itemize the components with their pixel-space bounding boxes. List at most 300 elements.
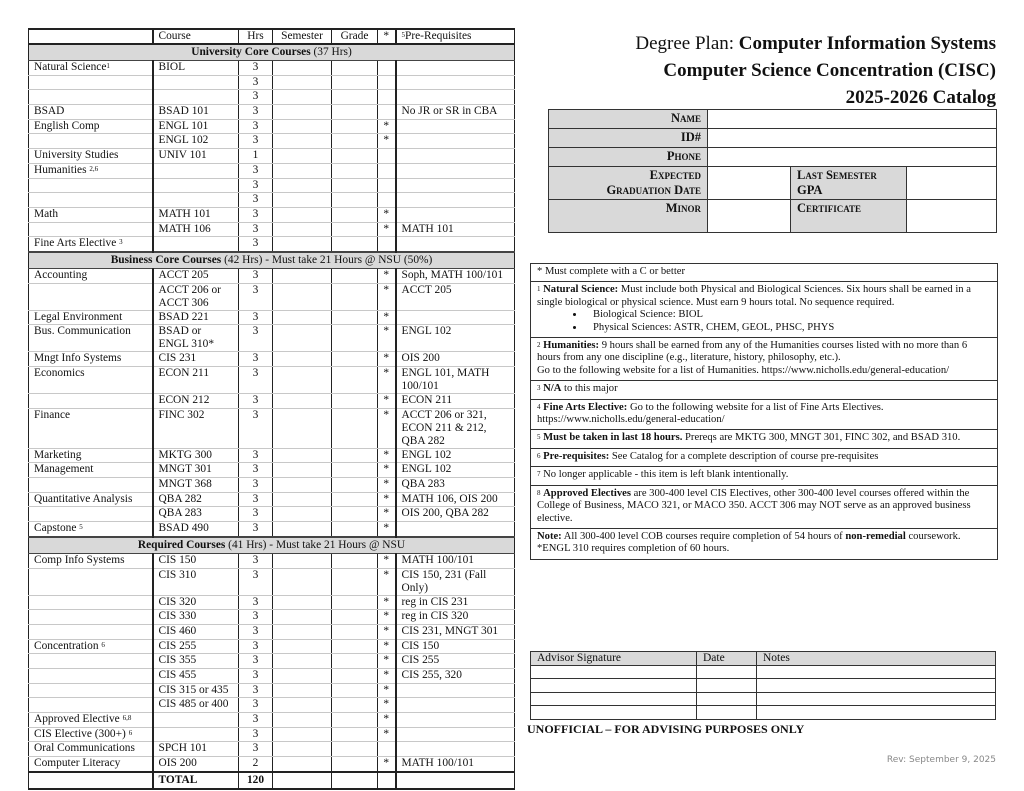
course-code: UNIV 101 (153, 149, 239, 164)
id-field[interactable] (708, 129, 997, 148)
course-row (29, 268, 515, 283)
c-or-better-marker: * (378, 222, 396, 237)
course-code: FINC 302 (153, 408, 239, 448)
credit-hours: 3 (239, 268, 273, 283)
grade-field[interactable] (332, 193, 378, 208)
note-1-natural-science (531, 282, 997, 338)
note-1-ref: 1 (537, 285, 541, 294)
total-label: TOTAL (153, 772, 239, 789)
grade-field[interactable] (332, 698, 378, 713)
grade-field[interactable] (332, 492, 378, 507)
category-label: BSAD (34, 105, 65, 118)
grade-field[interactable] (332, 610, 378, 625)
semester-field[interactable] (273, 742, 332, 757)
c-or-better-marker: * (378, 394, 396, 409)
grade-field[interactable] (332, 757, 378, 772)
grade-field[interactable] (332, 639, 378, 654)
course-row (29, 193, 515, 208)
section-subtitle: (41 Hrs) - Must take 21 Hours @ NSU (225, 538, 406, 551)
semester-field[interactable] (273, 713, 332, 728)
course-code (153, 727, 239, 742)
category-cell (29, 178, 153, 193)
category-label: Marketing (34, 448, 82, 461)
semester-field[interactable] (273, 757, 332, 772)
semester-field[interactable] (273, 408, 332, 448)
credit-hours: 3 (239, 448, 273, 463)
category-cell (29, 325, 153, 352)
grade-field[interactable] (332, 507, 378, 522)
category-cell (29, 698, 153, 713)
category-label: Quantitative Analysis (34, 492, 133, 505)
category-cell (29, 394, 153, 409)
course-code: CIS 455 (153, 668, 239, 683)
total-spacer (29, 772, 153, 789)
credit-hours: 1 (239, 149, 273, 164)
course-code: CIS 310 (153, 568, 239, 595)
course-row (29, 478, 515, 493)
course-code: BSAD 221 (153, 310, 239, 325)
semester-field[interactable] (273, 492, 332, 507)
note-2-humanities (531, 338, 997, 381)
note-8-text: are 300-400 level CIS Electives, other 300-400 level courses offered within the College of Business, MACO 321, or MACO 350. ACCT 306 may NOT serve as an approved business elective. (537, 487, 971, 524)
semester-field[interactable] (273, 90, 332, 105)
semester-field[interactable] (273, 283, 332, 310)
semester-field[interactable] (273, 367, 332, 394)
course-row (29, 283, 515, 310)
note-1-bullet: • Physical Sciences: ASTR, CHEM, GEOL, PHSC, PHYS (585, 322, 991, 334)
grade-field[interactable] (332, 352, 378, 367)
semester-field[interactable] (273, 75, 332, 90)
footnote-ref: 5 (79, 523, 83, 532)
semester-field[interactable] (273, 507, 332, 522)
credit-hours: 3 (239, 75, 273, 90)
grade-field[interactable] (332, 61, 378, 76)
total-hours: 120 (239, 772, 273, 789)
course-row (29, 178, 515, 193)
advisor-row (531, 706, 996, 720)
category-label: Capstone (34, 522, 80, 535)
advisor-notes-field[interactable] (757, 706, 996, 720)
note-1-text: Must include both Physical and Biological Sciences. Six hours shall be earned in a single biological or physical science. Must earn 9 hours total. No sequence required. (537, 284, 971, 308)
advisor-date-header: Date (697, 652, 757, 666)
grade-field[interactable] (332, 742, 378, 757)
category-label: Economics (34, 367, 85, 379)
semester-field[interactable] (273, 119, 332, 134)
category-cell (29, 193, 153, 208)
semester-field[interactable] (273, 394, 332, 409)
prerequisites: reg in CIS 320 (396, 610, 515, 625)
course-row (29, 507, 515, 522)
semester-field[interactable] (273, 149, 332, 164)
grade-field[interactable] (332, 394, 378, 409)
gpa-label-line2: GPA (797, 183, 823, 197)
c-or-better-marker: * (378, 268, 396, 283)
category-cell (29, 595, 153, 610)
category-label: CIS Elective (300+) (34, 727, 129, 740)
credit-hours: 3 (239, 61, 273, 76)
advisor-signature-field[interactable] (531, 692, 697, 706)
credit-hours: 3 (239, 352, 273, 367)
advisor-header-row (531, 652, 996, 666)
semester-field[interactable] (273, 207, 332, 222)
header-prerequisites (396, 29, 515, 44)
student-info-table (548, 109, 997, 233)
semester-field[interactable] (273, 352, 332, 367)
note-8-ref: 8 (537, 488, 541, 497)
prerequisites: MATH 100/101 (396, 553, 515, 568)
c-or-better-marker: * (378, 283, 396, 310)
course-row (29, 742, 515, 757)
course-code (153, 75, 239, 90)
advisor-signature-field[interactable] (531, 679, 697, 693)
grade-field[interactable] (332, 713, 378, 728)
course-code: ECON 211 (153, 367, 239, 394)
course-code (153, 713, 239, 728)
grade-field[interactable] (332, 448, 378, 463)
course-code: CIS 320 (153, 595, 239, 610)
prerequisites (396, 75, 515, 90)
header-star: * (378, 29, 396, 44)
semester-field[interactable] (273, 310, 332, 325)
grade-field[interactable] (332, 134, 378, 149)
grade-field[interactable] (332, 478, 378, 493)
name-field[interactable] (708, 110, 997, 129)
advisor-notes-field[interactable] (757, 665, 996, 679)
note-1-bullet: • Biological Science: BIOL (585, 309, 991, 321)
course-code: QBA 282 (153, 492, 239, 507)
course-row (29, 325, 515, 352)
prerequisites (396, 119, 515, 134)
grade-field[interactable] (332, 283, 378, 310)
prerequisites: ACCT 205 (396, 283, 515, 310)
category-cell (29, 163, 153, 178)
semester-field[interactable] (273, 222, 332, 237)
semester-field[interactable] (273, 683, 332, 698)
category-cell (29, 683, 153, 698)
footnotes-box (530, 263, 998, 560)
prerequisites: CIS 150 (396, 639, 515, 654)
grade-field[interactable] (332, 222, 378, 237)
grade-field[interactable] (332, 367, 378, 394)
course-row (29, 119, 515, 134)
header-category (29, 29, 153, 44)
course-row (29, 90, 515, 105)
course-code (153, 178, 239, 193)
advisor-signature-field[interactable] (531, 706, 697, 720)
semester-field[interactable] (273, 595, 332, 610)
footnote-ref: 1 (106, 62, 110, 70)
header-prereq-label: Pre-Requisites (405, 30, 472, 42)
grade-field[interactable] (332, 595, 378, 610)
prerequisites (396, 61, 515, 76)
semester-field[interactable] (273, 522, 332, 537)
advisor-notes-field[interactable] (757, 692, 996, 706)
grade-field[interactable] (332, 568, 378, 595)
graduation-date-field[interactable] (708, 167, 791, 200)
grade-field[interactable] (332, 522, 378, 537)
semester-field[interactable] (273, 478, 332, 493)
semester-field[interactable] (273, 325, 332, 352)
course-code: CIS 330 (153, 610, 239, 625)
course-row (29, 134, 515, 149)
section-header (29, 537, 515, 554)
category-cell (29, 310, 153, 325)
course-code: BSAD or ENGL 310* (153, 325, 239, 352)
advisor-signature-table (530, 651, 996, 720)
course-code: MNGT 368 (153, 478, 239, 493)
category-label: Mngt Info Systems (34, 352, 122, 365)
note-5-capstone (531, 430, 997, 448)
category-cell (29, 478, 153, 493)
credit-hours: 3 (239, 310, 273, 325)
category-cell (29, 283, 153, 310)
c-or-better-marker: * (378, 352, 396, 367)
grade-field[interactable] (332, 119, 378, 134)
certificate-field[interactable] (907, 200, 997, 233)
semester-field[interactable] (273, 553, 332, 568)
semester-field[interactable] (273, 568, 332, 595)
category-label: Management (34, 463, 94, 476)
course-row (29, 310, 515, 325)
category-cell (29, 367, 153, 394)
category-cell (29, 61, 153, 76)
grade-field[interactable] (332, 75, 378, 90)
c-or-better-marker: * (378, 698, 396, 713)
c-or-better-marker: * (378, 522, 396, 537)
semester-field[interactable] (273, 610, 332, 625)
category-cell (29, 149, 153, 164)
note-4-title: Fine Arts Elective: (543, 401, 628, 413)
category-cell (29, 624, 153, 639)
prerequisites: Soph, MATH 100/101 (396, 268, 515, 283)
degree-plan-course-table (28, 28, 515, 790)
semester-field[interactable] (273, 727, 332, 742)
grade-field[interactable] (332, 668, 378, 683)
prerequisites: ENGL 102 (396, 463, 515, 478)
c-or-better-marker (378, 75, 396, 90)
note-5-ref: 5 (537, 433, 541, 442)
course-row (29, 639, 515, 654)
prerequisites (396, 698, 515, 713)
category-cell (29, 352, 153, 367)
category-label: Humanities (34, 163, 90, 176)
minor-field[interactable] (708, 200, 791, 233)
grade-field[interactable] (332, 90, 378, 105)
category-cell (29, 727, 153, 742)
grade-field[interactable] (332, 727, 378, 742)
gpa-field[interactable] (907, 167, 997, 200)
semester-field[interactable] (273, 105, 332, 120)
footnote-ref: 6 (128, 728, 133, 737)
course-code: CIS 315 or 435 (153, 683, 239, 698)
credit-hours: 3 (239, 507, 273, 522)
phone-field[interactable] (708, 148, 997, 167)
prerequisites: CIS 255, 320 (396, 668, 515, 683)
semester-field[interactable] (273, 178, 332, 193)
course-row (29, 624, 515, 639)
course-row (29, 75, 515, 90)
grade-field[interactable] (332, 310, 378, 325)
semester-field[interactable] (273, 134, 332, 149)
total-prereq (396, 772, 515, 789)
credit-hours: 3 (239, 595, 273, 610)
prerequisites (396, 713, 515, 728)
category-label: Computer Literacy (34, 757, 121, 770)
category-cell (29, 568, 153, 595)
course-row (29, 553, 515, 568)
c-or-better-marker (378, 163, 396, 178)
c-or-better-marker: * (378, 683, 396, 698)
category-cell (29, 757, 153, 772)
advisor-notes-field[interactable] (757, 679, 996, 693)
semester-field[interactable] (273, 698, 332, 713)
course-row (29, 394, 515, 409)
title-catalog: 2025-2026 Catalog (845, 87, 996, 108)
credit-hours: 3 (239, 624, 273, 639)
c-or-better-marker: * (378, 367, 396, 394)
prerequisites (396, 237, 515, 252)
grade-field[interactable] (332, 149, 378, 164)
phone-label: Phone (549, 148, 708, 167)
credit-hours: 3 (239, 178, 273, 193)
header-semester: Semester (273, 29, 332, 44)
note-2-link-text: Go to the following website for a list of Humanities. https://www.nicholls.edu/general-education/ (537, 364, 950, 376)
grade-field[interactable] (332, 654, 378, 669)
note-3 (531, 381, 997, 399)
semester-field[interactable] (273, 237, 332, 252)
credit-hours: 3 (239, 492, 273, 507)
prerequisites: No JR or SR in CBA (396, 105, 515, 120)
grade-field[interactable] (332, 178, 378, 193)
semester-field[interactable] (273, 193, 332, 208)
category-label: Math (34, 207, 59, 220)
category-label: Legal Environment (34, 310, 123, 323)
credit-hours: 3 (239, 698, 273, 713)
credit-hours: 3 (239, 134, 273, 149)
note-4-fine-arts (531, 400, 997, 431)
advisor-date-field[interactable] (697, 679, 757, 693)
credit-hours: 3 (239, 568, 273, 595)
category-cell (29, 463, 153, 478)
c-or-better-marker: * (378, 713, 396, 728)
note-general-text: All 300-400 level COB courses require completion of 54 hours of (561, 530, 846, 542)
grade-field[interactable] (332, 408, 378, 448)
note-2-ref: 2 (537, 341, 541, 350)
gpa-label-line1: Last Semester (797, 168, 877, 182)
c-or-better-marker (378, 105, 396, 120)
credit-hours: 3 (239, 90, 273, 105)
grade-field[interactable] (332, 553, 378, 568)
semester-field[interactable] (273, 463, 332, 478)
course-row (29, 61, 515, 76)
name-label: Name (549, 110, 708, 129)
course-row (29, 713, 515, 728)
grade-field[interactable] (332, 463, 378, 478)
course-code: ACCT 206 or ACCT 306 (153, 283, 239, 310)
grade-field[interactable] (332, 105, 378, 120)
grade-field[interactable] (332, 325, 378, 352)
c-or-better-marker: * (378, 668, 396, 683)
c-or-better-marker: * (378, 727, 396, 742)
note-8-title: Approved Electives (543, 487, 631, 499)
course-code: MKTG 300 (153, 448, 239, 463)
course-code: CIS 355 (153, 654, 239, 669)
note-general-text3: *ENGL 310 requires completion of 60 hours. (537, 543, 730, 555)
advisor-row (531, 679, 996, 693)
category-cell (29, 408, 153, 448)
course-row (29, 222, 515, 237)
table-header-row (29, 29, 515, 44)
credit-hours: 3 (239, 683, 273, 698)
credit-hours: 3 (239, 639, 273, 654)
course-code: OIS 200 (153, 757, 239, 772)
semester-field[interactable] (273, 624, 332, 639)
credit-hours: 3 (239, 463, 273, 478)
advisor-date-field[interactable] (697, 692, 757, 706)
grade-field[interactable] (332, 207, 378, 222)
graduation-label-line1: Expected (649, 168, 701, 182)
category-cell (29, 134, 153, 149)
semester-field[interactable] (273, 163, 332, 178)
course-code: SPCH 101 (153, 742, 239, 757)
grade-field[interactable] (332, 624, 378, 639)
c-or-better-marker: * (378, 492, 396, 507)
credit-hours: 3 (239, 408, 273, 448)
prerequisites: ACCT 206 or 321, ECON 211 & 212, QBA 282 (396, 408, 515, 448)
advisor-signature-field[interactable] (531, 665, 697, 679)
credit-hours: 3 (239, 478, 273, 493)
section-subtitle: (37 Hrs) (310, 46, 352, 58)
advisor-date-field[interactable] (697, 665, 757, 679)
course-code: MATH 101 (153, 207, 239, 222)
semester-field[interactable] (273, 448, 332, 463)
degree-plan-title (635, 30, 996, 111)
category-label: Concentration (34, 639, 102, 652)
note-7 (531, 467, 997, 485)
semester-field[interactable] (273, 268, 332, 283)
grade-field[interactable] (332, 163, 378, 178)
course-row (29, 463, 515, 478)
grade-field[interactable] (332, 268, 378, 283)
course-row (29, 149, 515, 164)
advisor-date-field[interactable] (697, 706, 757, 720)
grade-field[interactable] (332, 683, 378, 698)
prereq-footnote-ref: 5 (401, 31, 405, 39)
category-label: Fine Arts Elective (34, 237, 120, 250)
course-code: ECON 212 (153, 394, 239, 409)
c-or-better-marker (378, 193, 396, 208)
course-code: CIS 485 or 400 (153, 698, 239, 713)
grade-field[interactable] (332, 237, 378, 252)
category-label: Approved Elective (34, 713, 123, 725)
semester-field[interactable] (273, 61, 332, 76)
total-row (29, 772, 515, 789)
c-or-better-marker: * (378, 507, 396, 522)
c-or-better-marker: * (378, 119, 396, 134)
semester-field[interactable] (273, 654, 332, 669)
course-code: MATH 106 (153, 222, 239, 237)
course-row (29, 352, 515, 367)
course-row (29, 207, 515, 222)
category-cell (29, 742, 153, 757)
graduation-label-line2: Graduation Date (606, 183, 701, 197)
note-4-link[interactable]: https://www.nicholls.edu/general-education/ (537, 414, 725, 426)
semester-field[interactable] (273, 639, 332, 654)
prerequisites: CIS 231, MNGT 301 (396, 624, 515, 639)
semester-field[interactable] (273, 668, 332, 683)
note-6-prereqs (531, 449, 997, 467)
category-label: Natural Science (34, 61, 107, 73)
